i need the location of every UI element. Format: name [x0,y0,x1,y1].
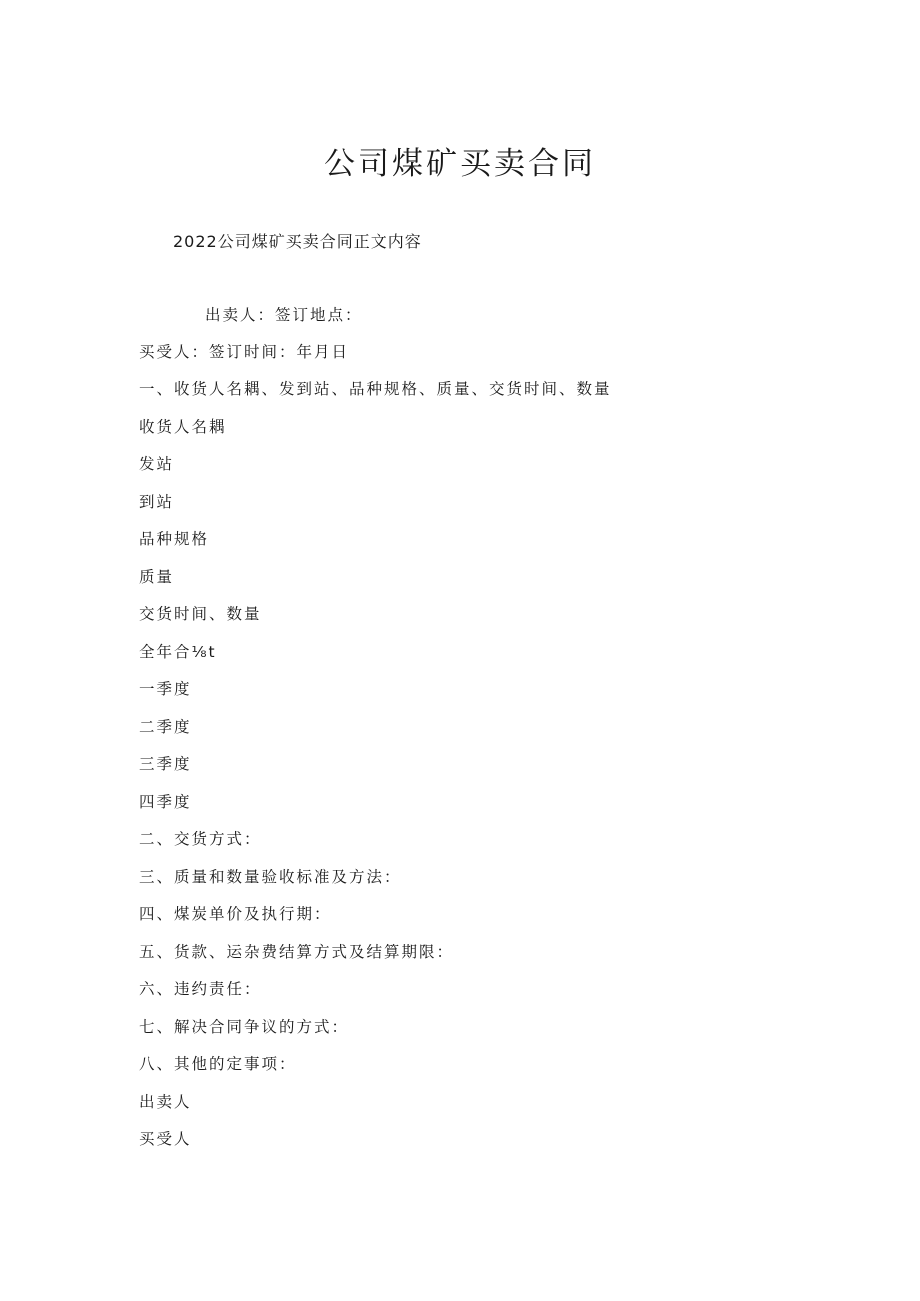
section-5-heading: 五、货款、运杂费结算方式及结算期限： [139,943,455,961]
section-4-heading: 四、煤炭单价及执行期： [139,905,332,923]
quality-line: 质量 [139,568,175,586]
document-title: 公司煤矿买卖合同 [324,146,596,182]
section-8-heading: 八、其他的定事项： [139,1055,297,1073]
quarter-3-line: 三季度 [139,755,192,773]
seller-signature-line: 出卖人 [139,1093,192,1111]
delivery-time-quantity-line: 交货时间、数量 [139,605,262,623]
section-1-heading: 一、收货人名耦、发到站、品种规格、质量、交货时间、数量 [139,380,612,398]
quarter-4-line: 四季度 [139,793,192,811]
buyer-signing-time-line: 买受人：签订时间：年月日 [139,343,350,361]
document-subtitle: 2022公司煤矿买卖合同正文内容 [173,232,422,251]
consignee-name-line: 收货人名耦 [139,418,227,436]
seller-signing-place-line: 出卖人：签订地点： [205,306,363,324]
section-6-heading: 六、违约责任： [139,980,262,998]
section-2-heading: 二、交货方式： [139,830,262,848]
buyer-signature-line: 买受人 [139,1130,192,1148]
arrival-station-line: 到站 [139,493,175,511]
section-7-heading: 七、解决合同争议的方式： [139,1018,350,1036]
quarter-2-line: 二季度 [139,718,192,736]
annual-total-line: 全年合⅛t [139,643,217,661]
quarter-1-line: 一季度 [139,680,192,698]
departure-station-line: 发站 [139,455,175,473]
variety-spec-line: 品种规格 [139,530,210,548]
section-3-heading: 三、质量和数量验收标准及方法： [139,868,402,886]
